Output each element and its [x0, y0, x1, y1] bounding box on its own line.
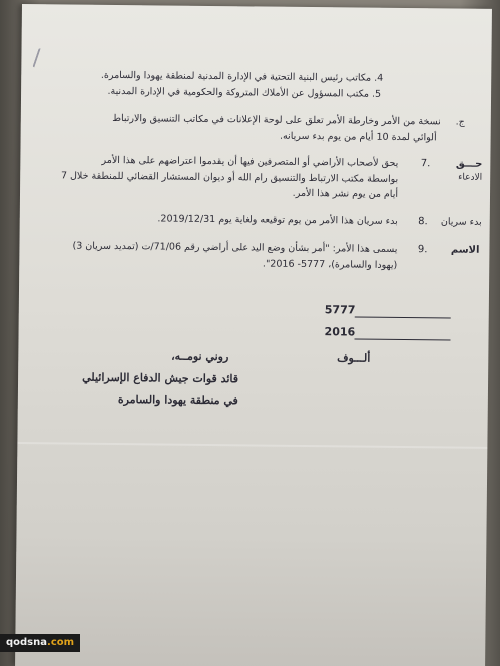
- pen-mark: [32, 48, 43, 69]
- section-c-label: ج.: [455, 116, 465, 128]
- hebrew-year-underline: [355, 317, 451, 319]
- site-watermark: [0, 634, 80, 652]
- signatory-title-line1: قائد قوات جيش الدفاع الإسرائيلي: [82, 370, 239, 386]
- gregorian-year: 2016: [324, 325, 356, 339]
- hebrew-year: 5777: [324, 303, 356, 317]
- clause-7-number: .7: [420, 158, 431, 170]
- signatory-name: روني نومــه،: [171, 349, 229, 364]
- clause-9-line1: يسمى هذا الأمر: "أمر بشأن وضع اليد على أراضي رقم 71/06/ت (تمديد سريان 3): [72, 240, 398, 255]
- clause-7-line1: يحق لأصحاب الأراضي أو المتصرفين فيها أن يقدموا اعتراضهم على هذا الأمر: [101, 154, 399, 169]
- page-fold: [17, 442, 487, 449]
- clause-7-line2: بواسطة مكتب الارتباط والتنسيق رام الله أو ديوان المستشار القضائي للمنطقة خلال 7: [60, 170, 399, 185]
- document-page: [15, 4, 492, 666]
- clause-7-line3: أيام من يوم نشر هذا الأمر.: [292, 187, 399, 200]
- watermark-brand: qodsna: [6, 637, 48, 648]
- signatory-rank: ألـــوف: [337, 351, 371, 365]
- clause-9-heading: الاسم: [450, 244, 480, 256]
- clause-7-heading-sub: الادعاء: [458, 172, 483, 183]
- clause-8-text: بدء سريان هذا الأمر من يوم توقيعه ولغاية يوم 2019/12/31.: [157, 213, 398, 227]
- clause-9-number: .9: [417, 244, 428, 256]
- section-c-line1: نسخة من الأمر وخارطة الأمر تعلق على لوحة الإعلانات في مكاتب التنسيق والارتباط: [112, 112, 441, 128]
- item-5: 5. مكتب المسؤول عن الأملاك المتروكة والحكومية في الإدارة المدنية.: [107, 85, 382, 100]
- signatory-title-line2: في منطقة يهودا والسامرة: [117, 393, 238, 408]
- clause-9-line2: (يهودا والسامرة)، 5777- 2016".: [262, 258, 398, 271]
- clause-8-number: .8: [418, 216, 428, 228]
- gregorian-year-underline: [355, 339, 451, 341]
- section-c-line2: ألوائي لمدة 10 أيام من يوم بدء سريانه.: [279, 130, 437, 144]
- clause-7-heading: حـــق: [455, 158, 483, 170]
- watermark-tld: .com: [47, 637, 75, 648]
- item-4: 4. مكاتب رئيس البنية التحتية في الإدارة المدنية لمنطقة يهودا والسامرة.: [100, 69, 384, 84]
- clause-8-heading: بدء سريان: [440, 216, 482, 228]
